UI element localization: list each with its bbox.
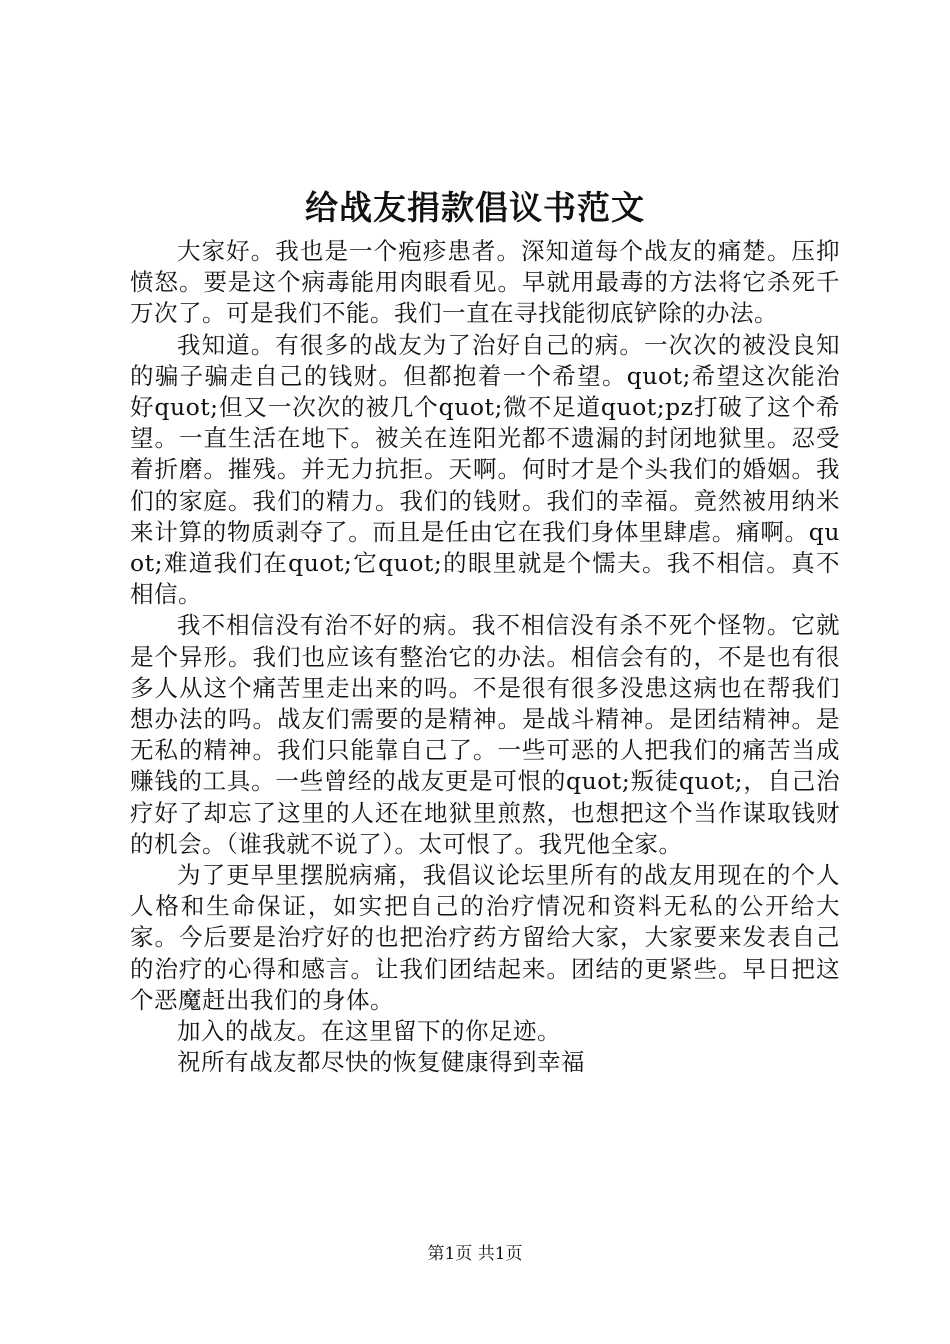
- document-title: 给战友捐款倡议书范文: [305, 188, 645, 227]
- paragraph-experience: 我知道。有很多的战友为了治好自己的病。一次次的被没良知的骗子骗走自己的钱财。但都抱着一个希望。quot;希望这次能治好quot;但又一次次的被几个quot;微不足道quot;pz打破了这个希望。一直生活在地下。被关在连阳光都不遗漏的封闭地狱里。忍受着折磨。摧残。并无力抗拒。天啊。何时才是个头我们的婚姻。我们的家庭。我们的精力。我们的钱财。我们的幸福。竟然被用纳米来计算的物质剥夺了。而且是任由它在我们身体里肆虐。痛啊。quot;难道我们在quot;它quot;的眼里就是个懦夫。我不相信。真不相信。: [130, 330, 840, 609]
- paragraph-belief: 我不相信没有治不好的病。我不相信没有杀不死个怪物。它就是个异形。我们也应该有整治它的办法。相信会有的，不是也有很多人从这个痛苦里走出来的吗。不是很有很多没患这病也在帮我们想办法的吗。战友们需要的是精神。是战斗精神。是团结精神。是无私的精神。我们只能靠自己了。一些可恶的人把我们的痛苦当成赚钱的工具。一些曾经的战友更是可恨的quot;叛徒quot;，自己治疗好了却忘了这里的人还在地狱里煎熬，也想把这个当作谋取钱财的机会。（谁我就不说了）。太可恨了。我咒他全家。: [130, 611, 840, 858]
- document-body: [130, 236, 840, 1078]
- paragraph-invitation: 加入的战友。在这里留下的你足迹。: [177, 1017, 561, 1046]
- paragraph-greeting: 大家好。我也是一个疱疹患者。深知道每个战友的痛楚。压抑愤怒。要是这个病毒能用肉眼看见。早就用最毒的方法将它杀死千万次了。可是我们不能。我们一直在寻找能彻底铲除的办法。: [130, 237, 840, 328]
- page-number: 第1页 共1页: [427, 1244, 523, 1264]
- paragraph-proposal: 为了更早里摆脱病痛，我倡议论坛里所有的战友用现在的个人人格和生命保证，如实把自己的治疗情况和资料无私的公开给大家。今后要是治疗好的也把治疗药方留给大家，大家要来发表自己的治疗的心得和感言。让我们团结起来。团结的更紧些。早日把这个恶魔赶出我们的身体。: [130, 861, 840, 1014]
- paragraph-blessing: 祝所有战友都尽快的恢复健康得到幸福: [177, 1048, 585, 1077]
